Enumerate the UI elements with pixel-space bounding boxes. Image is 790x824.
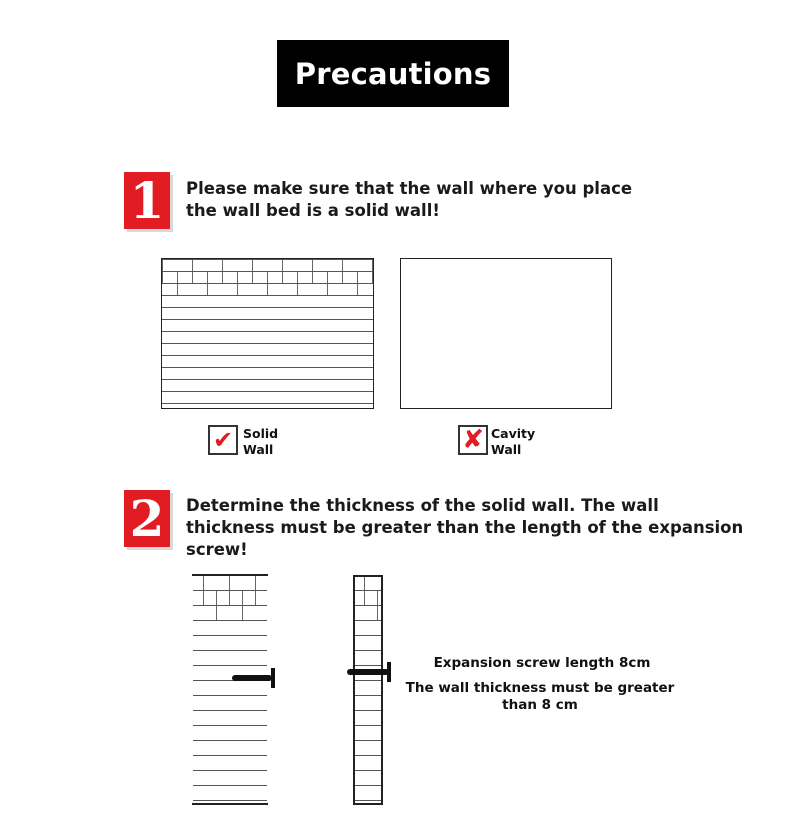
- thin-wall-bottom-edge: [353, 803, 383, 805]
- thick-wall-top-edge: [192, 574, 268, 576]
- screw-length-text: Expansion screw length 8cm: [433, 655, 651, 671]
- step-1-badge: 1: [124, 172, 170, 229]
- thin-wall-right-edge: [381, 575, 383, 805]
- solid-wall-label: [243, 426, 278, 458]
- page-title: Precautions: [277, 40, 509, 107]
- thin-wall-top-edge: [353, 575, 383, 577]
- step-2-badge: 2: [124, 490, 170, 547]
- cavity-wall-label-line1: Cavity: [491, 426, 536, 441]
- solid-wall-illustration: [161, 258, 374, 409]
- solid-wall-label-line2: Wall: [243, 442, 274, 457]
- solid-wall-label-line1: Solid: [243, 426, 279, 441]
- step-1-text: Please make sure that the wall where you place the wall bed is a solid wall!: [186, 179, 633, 220]
- thin-wall-illustration: [354, 575, 382, 805]
- cavity-wall-label-line2: Wall: [491, 442, 522, 457]
- screw-head-thin-wall: [387, 662, 391, 682]
- thin-wall-left-edge: [353, 575, 355, 805]
- cavity-wall-illustration: [400, 258, 612, 409]
- step-2-text: Determine the thickness of the solid wall. The wall thickness must be greater than the length of the expansion screw!: [186, 496, 744, 559]
- cross-icon: ✘: [458, 425, 488, 455]
- cavity-wall-label: [491, 426, 535, 458]
- thick-wall-bottom-edge: [192, 803, 268, 805]
- expansion-screw-thin-wall: [347, 669, 389, 675]
- wall-thickness-note: The wall thickness must be greater than 8 cm: [405, 680, 675, 713]
- thick-wall-illustration: [193, 575, 267, 805]
- expansion-screw-thick-wall: [232, 675, 272, 681]
- screw-head-thick-wall: [271, 668, 275, 688]
- check-icon: ✔: [208, 425, 238, 455]
